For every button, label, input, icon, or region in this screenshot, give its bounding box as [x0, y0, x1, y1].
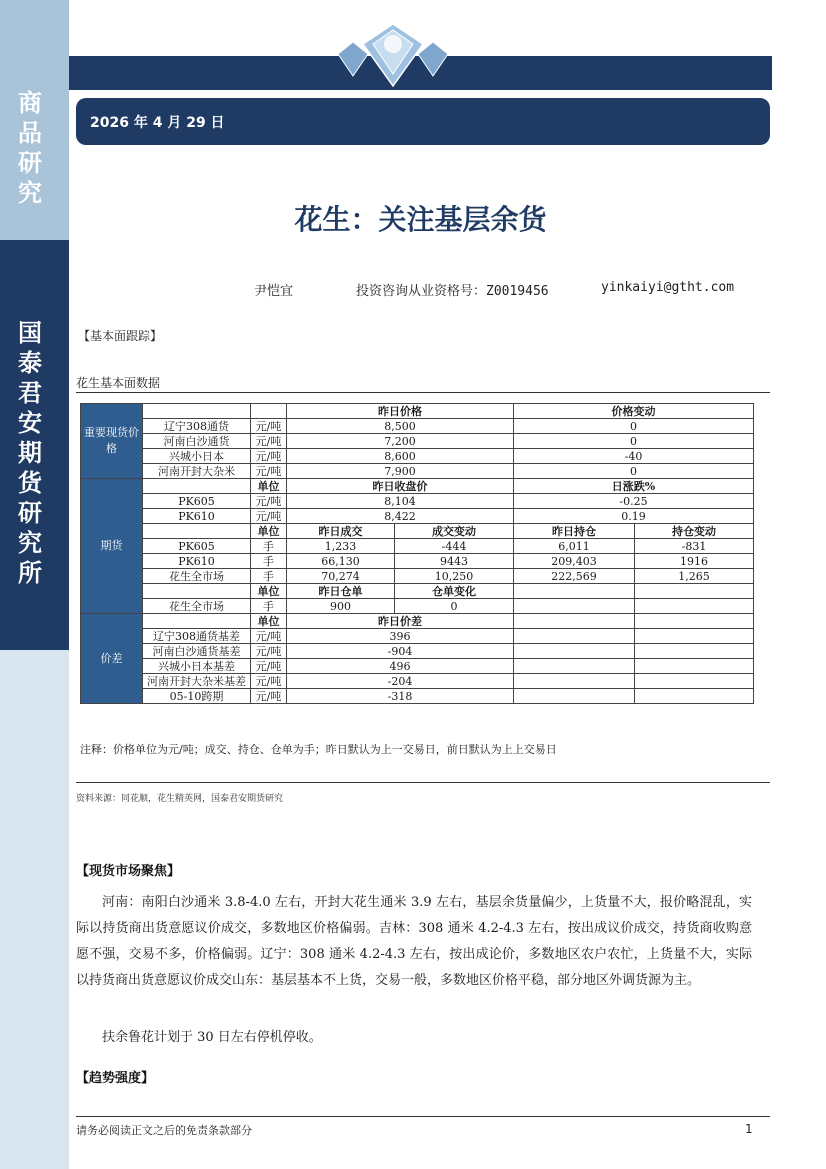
table-row: [81, 434, 754, 449]
table-row: [81, 599, 754, 614]
category-spot: 重要现货价格: [81, 404, 143, 479]
table-row: [81, 494, 754, 509]
cell-value: 8,104: [287, 494, 514, 509]
row-label: 辽宁308通货基差: [143, 629, 251, 644]
cell-value: 396: [287, 629, 514, 644]
report-date: 2026 年 4 月 29 日: [90, 115, 225, 131]
cell-value: -0.25: [514, 494, 754, 509]
table-row: [81, 524, 754, 539]
row-label: 河南白沙通货: [143, 434, 251, 449]
row-unit: 手: [251, 554, 287, 569]
cell-value: 1916: [635, 554, 754, 569]
cell-value: 10,250: [395, 569, 514, 584]
table-row: [81, 479, 754, 494]
row-label: 花生全市场: [143, 569, 251, 584]
header-yesterday-spread: 昨日价差: [287, 614, 514, 629]
header-price-change: 价格变动: [514, 404, 754, 419]
row-unit: 手: [251, 599, 287, 614]
row-label: 兴城小日本: [143, 449, 251, 464]
sidebar-institute-label: 国泰君安期货研究所: [18, 319, 42, 587]
cell-value: -204: [287, 674, 514, 689]
cell-value: 209,403: [514, 554, 635, 569]
data-source: 资料来源：同花顺，花生精英网，国泰君安期货研究: [76, 794, 284, 804]
cell-value: 0: [395, 599, 514, 614]
row-label: 河南开封大杂米: [143, 464, 251, 479]
header-yesterday-warrant: 昨日仓单: [287, 584, 395, 599]
table-row: [81, 644, 754, 659]
row-unit: 手: [251, 569, 287, 584]
header-oi-change: 持仓变动: [635, 524, 754, 539]
table-row: [81, 554, 754, 569]
cell-value: -831: [635, 539, 754, 554]
header-unit: 单位: [251, 524, 287, 539]
table-row: [81, 419, 754, 434]
header-warrant-change: 仓单变化: [395, 584, 514, 599]
date-banner: [76, 98, 770, 145]
cell-value: 1,233: [287, 539, 395, 554]
cell-value: 0: [514, 419, 754, 434]
row-label: 05-10跨期: [143, 689, 251, 704]
table-row: [81, 449, 754, 464]
cell-value: -318: [287, 689, 514, 704]
cell-value: 0.19: [514, 509, 754, 524]
cell-value: 1,265: [635, 569, 754, 584]
cell-value: 0: [514, 464, 754, 479]
header-yesterday-close: 昨日收盘价: [287, 479, 514, 494]
table-row: [81, 404, 754, 419]
row-label: 河南白沙通货基差: [143, 644, 251, 659]
row-unit: 元/吨: [251, 419, 287, 434]
diamond-logo-icon: [318, 14, 468, 90]
cell-value: 8,600: [287, 449, 514, 464]
cell-value: 900: [287, 599, 395, 614]
cell-value: 6,011: [514, 539, 635, 554]
header-yesterday-volume: 昨日成交: [287, 524, 395, 539]
cell-value: 8,422: [287, 509, 514, 524]
cell-value: 70,274: [287, 569, 395, 584]
spot-focus-paragraph: 河南：南阳白沙通米 3.8-4.0 左右，开封大花生通米 3.9 左右，基层余货量偏少，上货量不大，报价略混乱，实际以持货商出货意愿议价成交，多数地区价格偏弱。吉林：308 通米 4.2-4.3 左右，按出成议价成交，持货商收购意愿不强，交易不多，价格偏弱。辽宁：308 通米 4.2-4.3 左右，按出成论价，多数地区农户农忙，上货量不大，实际以持货商出货意愿议价成交山东：基层基本不上货，交易一般，多数地区价格平稳，部分地区外调货源为主。: [76, 895, 752, 988]
table-note: 注释：价格单位为元/吨；成交、持仓、仓单为手；昨日默认为上一交易日，前日默认为上上交易日: [80, 743, 557, 756]
table-row: [81, 569, 754, 584]
row-unit: 元/吨: [251, 464, 287, 479]
page-number: 1: [745, 1122, 753, 1136]
header-yesterday-price: 昨日价格: [287, 404, 514, 419]
row-label: PK610: [143, 509, 251, 524]
cell-value: 7,200: [287, 434, 514, 449]
row-label: PK605: [143, 539, 251, 554]
trend-label: 【趋势强度】: [76, 1071, 155, 1086]
cell-value: -40: [514, 449, 754, 464]
cell-value: 496: [287, 659, 514, 674]
row-unit: 元/吨: [251, 689, 287, 704]
cell-value: -444: [395, 539, 514, 554]
cell-value: 0: [514, 434, 754, 449]
row-label: 兴城小日本基差: [143, 659, 251, 674]
author-email[interactable]: yinkaiyi@gtht.com: [601, 280, 735, 295]
source-divider: [76, 782, 770, 783]
caption-divider: [76, 392, 770, 393]
cell-value: 9443: [395, 554, 514, 569]
header-volume-change: 成交变动: [395, 524, 514, 539]
row-unit: 元/吨: [251, 659, 287, 674]
header-yesterday-oi: 昨日持仓: [514, 524, 635, 539]
sidebar-category-label: 商品研究: [18, 89, 42, 207]
license-number: 投资咨询从业资格号：Z0019456: [356, 284, 549, 299]
table-row: [81, 674, 754, 689]
row-label: 辽宁308通货: [143, 419, 251, 434]
table-row: [81, 539, 754, 554]
fundamentals-section-label: 【基本面跟踪】: [78, 329, 163, 343]
fundamentals-table: [80, 403, 754, 704]
left-sidebar: [0, 0, 69, 1169]
disclaimer-note: 请务必阅读正文之后的免责条款部分: [76, 1124, 252, 1137]
row-label: 河南开封大杂米基差: [143, 674, 251, 689]
row-unit: 元/吨: [251, 434, 287, 449]
table-caption: 花生基本面数据: [76, 376, 161, 390]
row-unit: 元/吨: [251, 449, 287, 464]
cell-value: 7,900: [287, 464, 514, 479]
row-unit: 手: [251, 539, 287, 554]
header-unit: 单位: [251, 584, 287, 599]
row-unit: 元/吨: [251, 629, 287, 644]
header-daily-change: 日涨跌%: [514, 479, 754, 494]
table-row: [81, 584, 754, 599]
table-row: [81, 629, 754, 644]
report-title: 花生：关注基层余货: [294, 203, 547, 236]
footer-divider: [76, 1116, 770, 1117]
table-row: [81, 614, 754, 629]
cell-value: -904: [287, 644, 514, 659]
row-unit: 元/吨: [251, 509, 287, 524]
table-row: [81, 659, 754, 674]
row-label: 花生全市场: [143, 599, 251, 614]
category-basis: 价差: [81, 614, 143, 704]
cell-value: 66,130: [287, 554, 395, 569]
row-label: PK605: [143, 494, 251, 509]
category-futures: 期货: [81, 479, 143, 614]
spot-focus-label: 【现货市场聚焦】: [76, 864, 181, 879]
table-row: [81, 689, 754, 704]
cell-value: 8,500: [287, 419, 514, 434]
spot-focus-note: 扶余鲁花计划于 30 日左右停机停收。: [102, 1030, 322, 1045]
table-row: [81, 509, 754, 524]
row-unit: 元/吨: [251, 674, 287, 689]
row-label: PK610: [143, 554, 251, 569]
header-unit: 单位: [251, 614, 287, 629]
table-row: [81, 464, 754, 479]
cell-value: 222,569: [514, 569, 635, 584]
row-unit: 元/吨: [251, 644, 287, 659]
author-name: 尹恺宜: [254, 284, 294, 299]
header-unit: 单位: [251, 479, 287, 494]
row-unit: 元/吨: [251, 494, 287, 509]
